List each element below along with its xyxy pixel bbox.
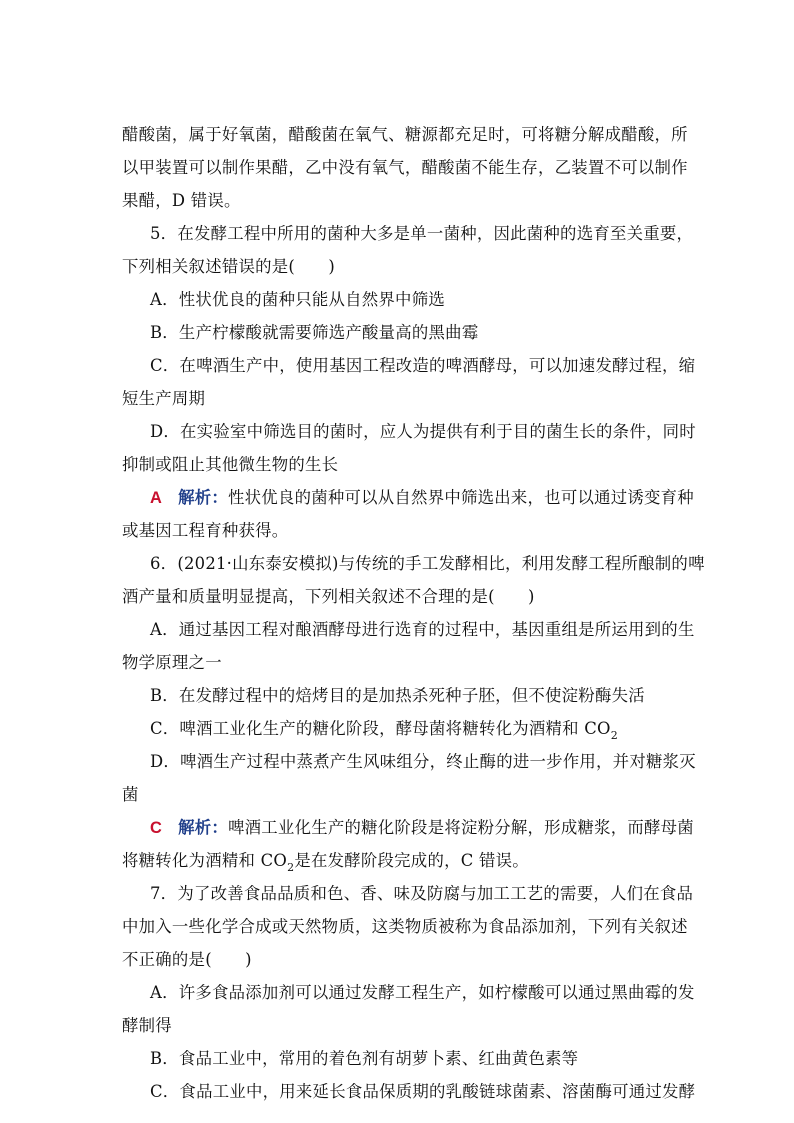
- q5-stem-line-1: 5．在发酵工程中所用的菌种大多是单一菌种，因此菌种的选育至关重要，: [150, 224, 694, 243]
- q6-option-a-line-1: A．通过基因工程对酿酒酵母进行选育的过程中，基因重组是所运用到的生: [150, 620, 695, 639]
- continuation-line-2: 以甲装置可以制作果醋，乙中没有氧气，醋酸菌不能生存，乙装置不可以制作: [122, 158, 688, 177]
- q5-explanation-line-1: 性状优良的菌种可以从自然界中筛选出来，也可以通过诱变育种: [228, 488, 694, 507]
- q6-option-d-line-1: D．啤酒生产过程中蒸煮产生风味组分，终止酶的进一步作用，并对糖浆灭: [150, 752, 696, 771]
- q6-jiexi-label: 解析：: [178, 818, 229, 837]
- q5-option-c-line-1: C．在啤酒生产中，使用基因工程改造的啤酒酵母，可以加速发酵过程，缩: [150, 356, 696, 375]
- q5-jiexi-label: 解析：: [178, 488, 229, 507]
- q6-option-a-line-2: 物学原理之一: [122, 653, 222, 672]
- q5-stem-line-2: 下列相关叙述错误的是( ): [122, 257, 335, 276]
- continuation-line-3: 果醋，D 错误。: [122, 191, 241, 210]
- q5-option-c-line-2: 短生产周期: [122, 389, 206, 408]
- q7-option-a-line-2: 酵制得: [122, 1016, 172, 1035]
- q6-option-c-text: C．啤酒工业化生产的糖化阶段，酵母菌将糖转化为酒精和 CO: [150, 719, 611, 738]
- q5-option-d-line-2: 抑制或阻止其他微生物的生长: [122, 455, 339, 474]
- q7-stem-line-2: 中加入一些化学合成或天然物质，这类物质被称为食品添加剂，下列有关叙述: [122, 917, 688, 936]
- q6-option-d-line-2: 菌: [122, 785, 139, 804]
- q6-stem-line-1: 6．(2021·山东泰安模拟)与传统的手工发酵相比，利用发酵工程所酿制的啤: [150, 554, 705, 573]
- q7-stem-line-3: 不正确的是( ): [122, 950, 252, 969]
- q5-option-b: B．生产柠檬酸就需要筛选产酸量高的黑曲霉: [150, 323, 479, 342]
- q6-option-b: B．在发酵过程中的焙烤目的是加热杀死种子胚，但不使淀粉酶失活: [150, 686, 645, 705]
- q5-answer-line: [0, 482, 794, 514]
- q7-option-b: B．食品工业中，常用的着色剂有胡萝卜素、红曲黄色素等: [150, 1049, 579, 1068]
- q6-stem-line-2: 酒产量和质量明显提高，下列相关叙述不合理的是( ): [122, 587, 535, 606]
- q6-explanation-part-a: 将糖转化为酒精和 CO: [122, 851, 288, 870]
- q6-explanation-subscript: 2: [287, 861, 295, 875]
- q5-explanation-line-2: 或基因工程育种获得。: [122, 521, 289, 540]
- q6-explanation-line-2: [0, 845, 794, 877]
- q6-answer-letter: C: [150, 819, 163, 837]
- continuation-line-1: 醋酸菌，属于好氧菌，醋酸菌在氧气、糖源都充足时，可将糖分解成醋酸，所: [122, 125, 688, 144]
- q7-stem-line-1: 7．为了改善食品品质和色、香、味及防腐与加工工艺的需要，人们在食品: [150, 884, 694, 903]
- q5-option-a: A．性状优良的菌种只能从自然界中筛选: [150, 290, 445, 309]
- q5-answer-letter: A: [150, 489, 163, 507]
- q6-answer-line: [0, 812, 794, 844]
- q5-option-d-line-1: D．在实验室中筛选目的菌时，应人为提供有利于目的菌生长的条件，同时: [150, 422, 696, 441]
- q6-option-c-subscript: 2: [610, 729, 618, 743]
- q6-option-c: [0, 713, 794, 745]
- q6-explanation-part-b: 是在发酵阶段完成的，C 错误。: [294, 851, 529, 870]
- q7-option-c: C．食品工业中，用来延长食品保质期的乳酸链球菌素、溶菌酶可通过发酵: [150, 1082, 696, 1101]
- q6-explanation-line-1: 啤酒工业化生产的糖化阶段是将淀粉分解，形成糖浆，而酵母菌: [228, 818, 694, 837]
- q7-option-a-line-1: A．许多食品添加剂可以通过发酵工程生产，如柠檬酸可以通过黑曲霉的发: [150, 983, 695, 1002]
